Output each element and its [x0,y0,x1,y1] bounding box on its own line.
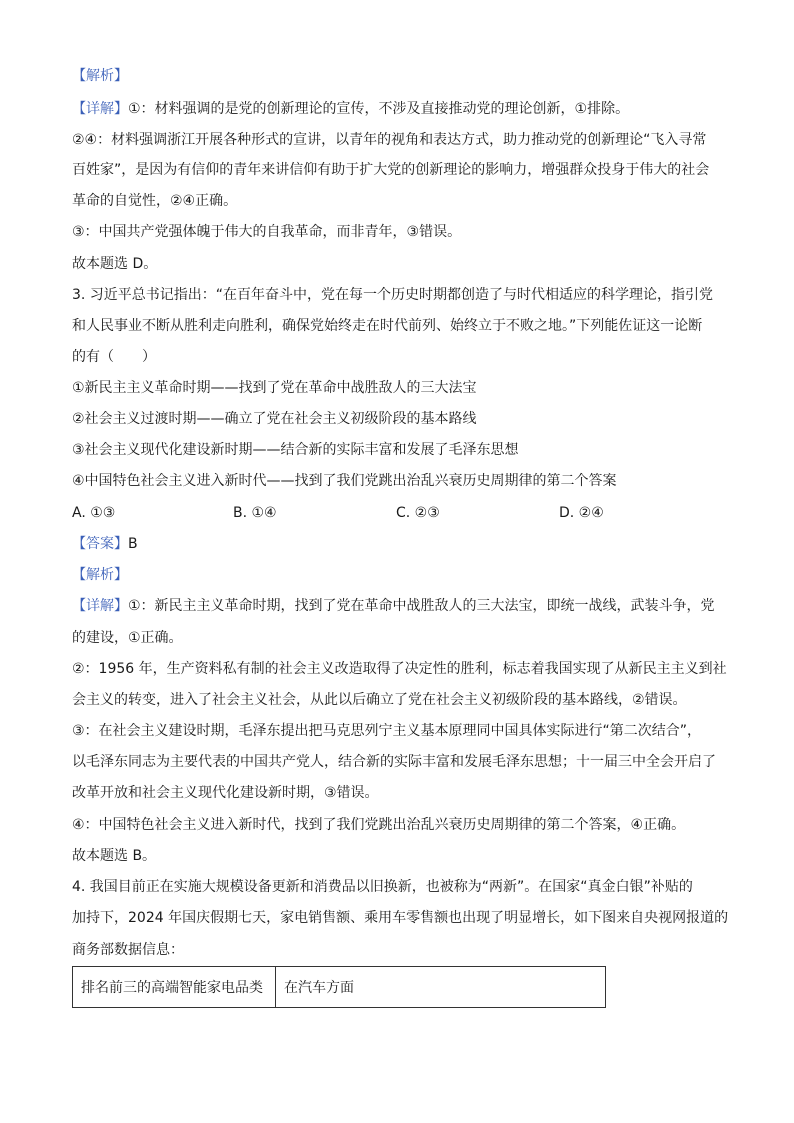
detail-text: ①：材料强调的是党的创新理论的宣传，不涉及直接推动党的理论创新，①排除。 [128,101,630,117]
detail-paragraph-line: 的建设，①正确。 [72,630,183,646]
option-d: D. ②④ [559,505,604,521]
statement-item: ②社会主义过渡时期——确立了党在社会主义初级阶段的基本路线 [72,411,477,427]
detail-paragraph-line: ③：中国共产党强体魄于伟大的自我革命，而非青年，③错误。 [72,224,462,240]
detail-paragraph-line: ④：中国特色社会主义进入新时代，找到了我们党跳出治乱兴衰历史周期律的第二个答案，④正确。 [72,817,686,833]
statement-item: ④中国特色社会主义进入新时代——找到了我们党跳出治乱兴衰历史周期律的第二个答案 [72,473,617,489]
statement-item: ③社会主义现代化建设新时期——结合新的实际丰富和发展了毛泽东思想 [72,442,519,458]
detail-text: ①：新民主主义革命时期，找到了党在革命中战胜敌人的三大法宝，即统一战线，武装斗争，党 [128,598,715,614]
detail-paragraph-line: 以毛泽东同志为主要代表的中国共产党人，结合新的实际丰富和发展毛泽东思想；十一届三中全会开启了 [72,754,716,770]
detail-paragraph-line: ③：在社会主义建设时期，毛泽东提出把马克思列宁主义基本原理同中国具体实际进行“第二次结合”， [72,723,702,739]
question-stem-line: 和人民事业不断从胜利走向胜利，确保党始终走在时代前列、始终立于不败之地。”下列能佐证这一论断 [72,318,703,334]
table-row [73,967,606,1008]
detail-paragraph-line: ②④：材料强调浙江开展各种形式的宣讲，以青年的视角和表达方式，助力推动党的创新理论“飞入寻常 [72,132,707,148]
question-stem-line: 3. 习近平总书记指出：“在百年奋斗中，党在每一个历史时期都创造了与时代相适应的科学理论，指引党 [72,287,714,303]
answer-value: B [128,536,138,552]
analysis-heading: 【解析】 [72,68,128,84]
table-header-cell: 在汽车方面 [276,967,606,1008]
table-header-cell: 排名前三的高端智能家电品类 [73,967,276,1008]
detail-tag: 【详解】 [72,101,128,117]
analysis-heading: 【解析】 [72,567,128,583]
question-stem-line: 商务部数据信息： [72,942,184,958]
detail-paragraph-line: 革命的自觉性，②④正确。 [72,193,238,209]
answer-tag: 【答案】 [72,536,128,552]
conclusion-line: 故本题选 D。 [72,256,158,272]
detail-paragraph-line: 百姓家”，是因为有信仰的青年来讲信仰有助于扩大党的创新理论的影响力，增强群众投身于伟大的社会 [72,162,710,178]
detail-paragraph-line [72,99,629,119]
detail-tag: 【详解】 [72,598,128,614]
detail-paragraph-line [72,596,715,616]
detail-paragraph-line: ②：1956 年，生产资料私有制的社会主义改造取得了决定性的胜利，标志着我国实现了从新民主主义到社 [72,661,727,677]
option-a: A. ①③ [72,505,116,521]
data-table [72,966,606,1008]
statement-item: ①新民主主义革命时期——找到了党在革命中战胜敌人的三大法宝 [72,380,477,396]
option-b: B. ①④ [233,505,277,521]
detail-paragraph-line: 改革开放和社会主义现代化建设新时期，③错误。 [72,785,379,801]
conclusion-line: 故本题选 B。 [72,848,157,864]
detail-paragraph-line: 会主义的转变，进入了社会主义社会，从此以后确立了党在社会主义初级阶段的基本路线，②错误。 [72,692,687,708]
question-stem-line: 加持下，2024 年国庆假期七天，家电销售额、乘用车零售额也出现了明显增长，如下图来自央视网报道的 [72,910,729,926]
question-stem-line: 的有（ ） [72,349,156,365]
question-stem-line: 4. 我国目前正在实施大规模设备更新和消费品以旧换新，也被称为“两新”。在国家“真金白银”补贴的 [72,879,693,895]
answer-line [72,534,138,554]
option-c: C. ②③ [396,505,440,521]
